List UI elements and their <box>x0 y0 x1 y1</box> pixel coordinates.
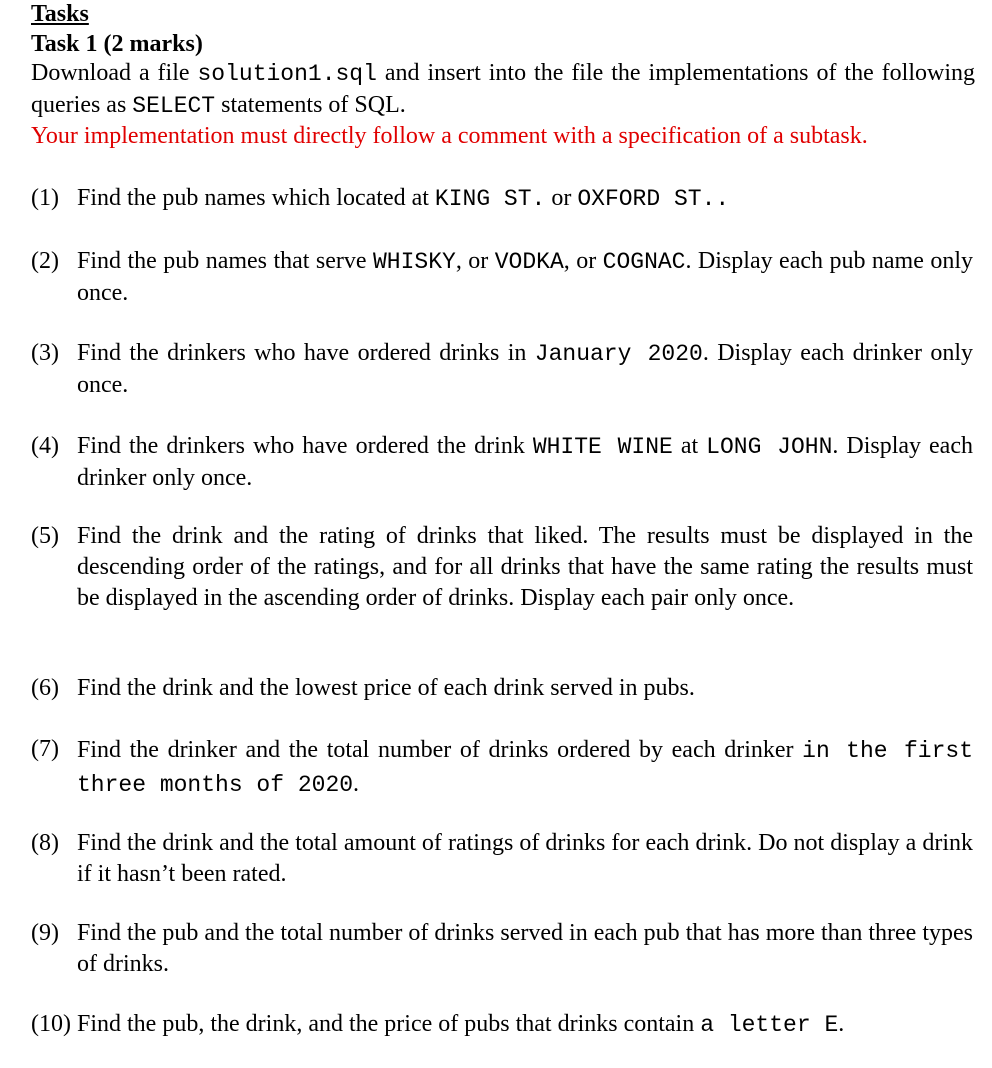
item-text-part: . <box>353 771 360 797</box>
item-text-part: . Display each drinker only once. <box>77 340 973 398</box>
item-text: Find the drink and the lowest price of each drink served in pubs. <box>77 675 695 701</box>
item-text-part: or <box>545 185 578 211</box>
task-heading: Task 1 (2 marks) <box>31 31 203 57</box>
item-text-part: Find the drinker and the total number of drinks ordered by each drinker <box>77 737 803 763</box>
item-text-part: Find the pub, the drink, and the price of pubs that drinks contain <box>77 1011 701 1037</box>
code-text: a letter E <box>700 1012 839 1038</box>
warning-text: Your implementation must directly follow a comment with a specification of a subtask. <box>31 123 868 149</box>
item-text: Find the drink and the rating of drinks that liked. The results must be displayed in the descending order of the ratings, and for all drinks that have the same rating the results must be displayed in the ascending order of drinks. Display each pair only once. <box>77 523 973 611</box>
item-number: (9) <box>31 920 59 946</box>
code-text: WHITE WINE <box>532 434 673 460</box>
code-text: OXFORD ST.. <box>577 186 730 212</box>
item-text <box>77 246 973 309</box>
intro-text: Download a file <box>31 60 198 86</box>
code-text: WHISKY <box>373 249 456 275</box>
item-text <box>77 1009 973 1041</box>
item-text-part: . Display each pub name only once. <box>77 248 974 306</box>
item-text <box>77 431 973 494</box>
item-text <box>77 734 973 802</box>
item-text-part: Find the pub names that serve <box>77 248 373 274</box>
item-number: (8) <box>31 830 59 856</box>
item-number: (2) <box>31 248 59 274</box>
item-number: (3) <box>31 340 59 366</box>
code-text: VODKA <box>494 249 564 275</box>
code-text: LONG JOHN <box>706 434 833 460</box>
item-number: (1) <box>31 185 59 211</box>
item-text-part: , or <box>455 248 495 274</box>
item-number: (7) <box>31 736 59 762</box>
item-number: (6) <box>31 675 59 701</box>
item-number: (4) <box>31 433 59 459</box>
code-text: KING ST. <box>434 186 546 212</box>
code-text: COGNAC <box>602 249 686 275</box>
select-keyword-code: SELECT <box>132 93 216 119</box>
filename-code: solution1.sql <box>197 61 377 87</box>
item-text <box>77 183 973 215</box>
item-number: (5) <box>31 523 59 549</box>
item-text: Find the pub and the total number of drinks served in each pub that has more than three types of drinks. <box>77 920 973 977</box>
item-text-part: Find the drinkers who have ordered the drink <box>77 433 533 459</box>
item-text <box>77 338 973 401</box>
item-text-part: , or <box>563 248 603 274</box>
page-title: Tasks <box>31 1 89 27</box>
intro-paragraph <box>31 58 975 122</box>
item-text-part: Find the drinkers who have ordered drinks in <box>77 340 535 366</box>
code-text: in the first three months of 2020 <box>77 738 973 798</box>
item-text-part: . Display each drinker only once. <box>77 433 973 491</box>
intro-text: statements of SQL. <box>215 92 406 118</box>
item-text: Find the drink and the total amount of ratings of drinks for each drink. Do not display a drink if it hasn’t been rated. <box>77 830 973 887</box>
item-text-part: Find the pub names which located at <box>77 185 435 211</box>
item-text-part: at <box>672 433 707 459</box>
intro-text: and insert into the file the implementations of the following queries as <box>31 60 975 118</box>
item-text-part: . <box>838 1011 845 1037</box>
item-number: (10) <box>31 1011 71 1037</box>
code-text: January 2020 <box>534 341 703 367</box>
